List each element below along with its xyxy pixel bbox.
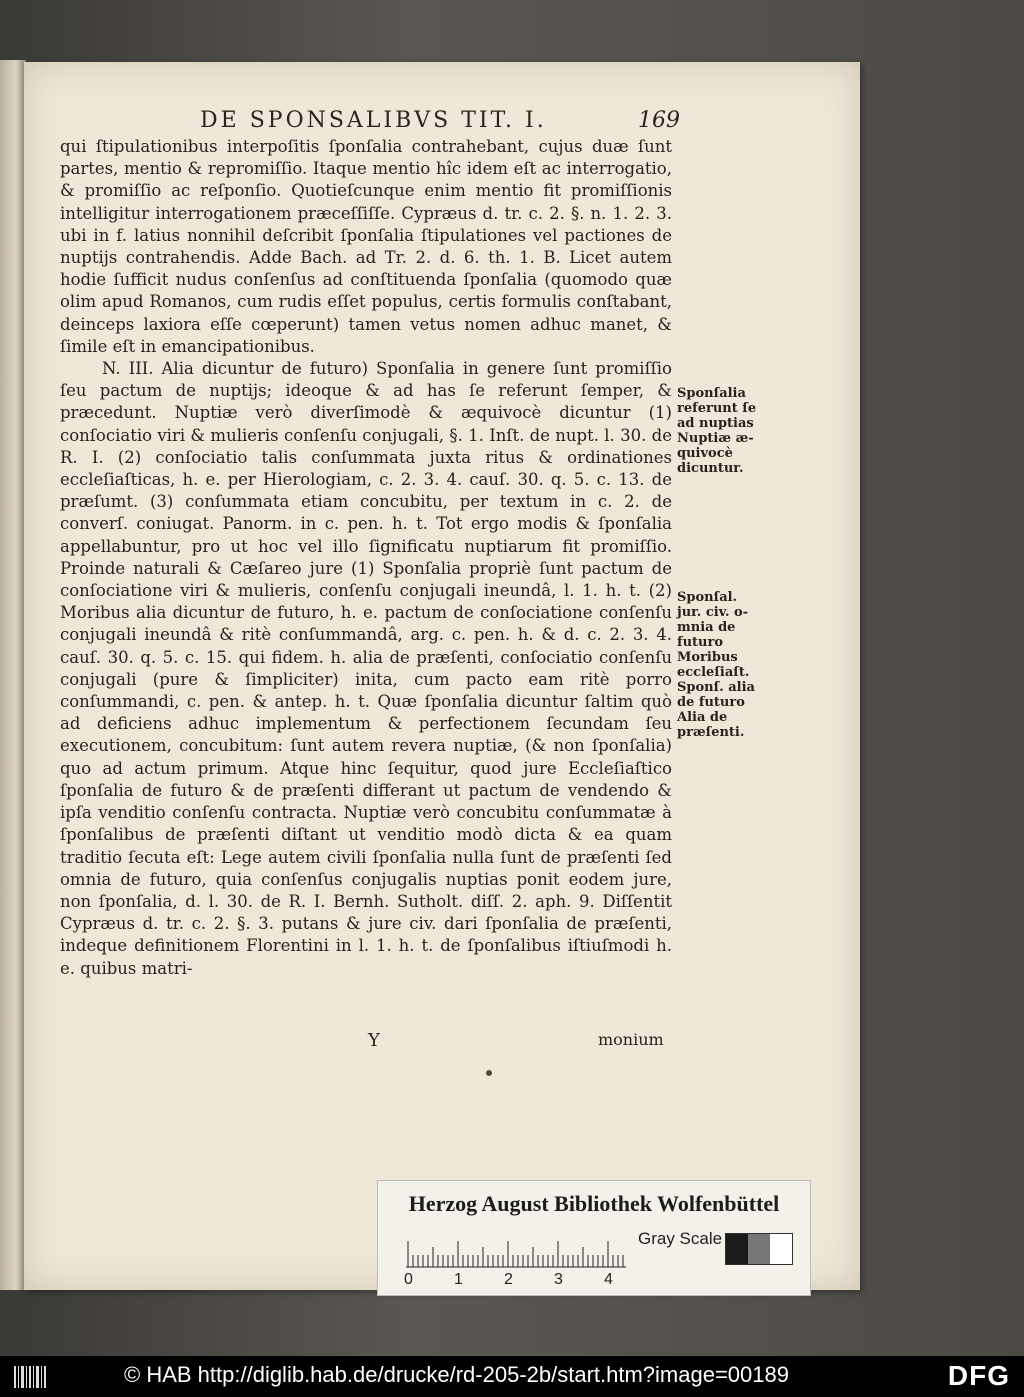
- facing-page-edge: [0, 60, 26, 1290]
- viewer-footer: [0, 1356, 1024, 1397]
- margin-note-2: [677, 590, 755, 740]
- library-color-card: [377, 1180, 811, 1296]
- gray-scale-swatch: [725, 1233, 793, 1265]
- margin-note-line: Moribus: [677, 650, 738, 665]
- gray-swatch-white: [770, 1234, 792, 1264]
- gray-scale-label: Gray Scale: [638, 1229, 723, 1248]
- ruler-label: 1: [454, 1271, 463, 1288]
- margin-note-line: jur. civ. o-: [677, 605, 749, 620]
- ruler-labels: [398, 1271, 638, 1291]
- signature-mark: Y: [368, 1030, 380, 1051]
- ruler-icon: [406, 1237, 626, 1269]
- gray-swatch-black: [726, 1234, 748, 1264]
- margin-note-line: mnia de: [677, 620, 736, 635]
- margin-note-line: referunt ſe: [677, 401, 757, 416]
- page-header: [200, 108, 680, 138]
- dfg-logo: DFG: [947, 1360, 1010, 1391]
- library-name: Herzog August Bibliothek Wolfenbüttel: [408, 1191, 780, 1216]
- ruler-label: 0: [404, 1271, 413, 1288]
- margin-note-line: ad nuptias: [677, 416, 754, 431]
- ruler-label: 2: [504, 1271, 513, 1288]
- margin-note-line: futuro: [677, 635, 724, 650]
- margin-note-line: Alia de: [677, 710, 728, 725]
- margin-note-line: Sponſ. alia: [677, 680, 755, 695]
- margin-note-line: Sponſal.: [677, 590, 738, 605]
- margin-note-line: quivocè: [677, 446, 733, 461]
- ruler-label: 4: [604, 1271, 613, 1288]
- catchword: monium: [598, 1030, 664, 1049]
- ruler-label: 3: [554, 1271, 563, 1288]
- paragraph-2: N. III. Alia dicuntur de futuro) Sponſalia in genere ſunt promiſſio ſeu pactum de nuptijs; ideoque & ad has ſe referunt ſemper, & præcedunt. Nuptiæ verò diverſimodè & æquivocè dicuntur (1) conſociatio viri & mulieris conſenſu conjugali, §. 1. Inſt. de nupt. l. 30. de R. I. (2) conſociatio talis conſummata juxta ritus & ordinationes eccleſiaſticas, h. e. per Hierologiam, c. 2. 3. 4. cauſ. 30. q. 5. c. 13. de præſumt. (3) conſummata etiam concubitu, per textum in c. 2. de converſ. coniugat. Panorm. in c. pen. h. t. Tot ergo modis & ſponſalia appellabuntur, pro ut hoc vel illo ſignificatu nuptiarum fit promiſſio. Proinde naturali & Cæſareo jure (1) Sponſalia propriè ſunt pactum de conſociatione viri & mulieris, conſenſu conjugali ineundâ, l. 1. h. t. (2) Moribus alia dicuntur de futuro, h. e. pactum de conſociatione conſenſu conjugali ineundâ & ritè conſummandâ, arg. c. pen. h. & d. c. 2. 3. 4. cauſ. 30. q. 5. c. 15. qui fidem. h. alia de præſenti, conſociatio conſenſu conjugali (pure & ſimpliciter) inita, cum pacto eam ritè porro conſummandi, c. pen. & antep. h. t. Quæ ſponſalia dicuntur ſaltim quò ad deficiens adhuc implementum & perfectionem ſecundam ſeu executionem, concubitum: ſunt autem revera nuptiæ, (& non ſponſalia) quo ad actum primum. Atque hinc ſequitur, quod jure Eccleſiaſtico ſponſalia de futuro & de præſenti differant ut pactum de vendendo & ipſa venditio conſenſu contracta. Nuptiæ verò concubitu conſummatæ à ſponſalibus de præſenti diſtant ut venditio modò dicta & ea quam traditio ſecuta eſt: Lege autem civili ſponſalia nulla ſunt de præſenti ſed omnia de futuro, quia conſenſus conjugalis nuptias ponit eodem jure, non ſponſalia, d. l. 30. de R. I. Bernh. Sutholt. diſſ. 2. aph. 9. Diſſentit Cypræus d. tr. c. 2. §. 3. putans & jure civ. dari ſponſalia de præſenti, indeque definitionem Florentini in l. 1. h. t. de ſponſalibus iſtiuſmodi h. e. quibus matri-: [60, 359, 672, 978]
- margin-note-line: præſenti.: [677, 725, 745, 740]
- paragraph-1: qui ſtipulationibus interpoſitis ſponſalia contrahebant, cujus duæ ſunt partes, mentio & repromiſſio. Itaque mentio hîc idem eſt ac interrogatio, & promiſſio ac reſponſio. Quotieſcunque enim mentio fit promiſſionis intelligitur interrogationem præceſſiſſe. Cypræus d. tr. c. 2. §. n. 1. 2. 3. ubi in f. latius nonnihil deſcribit ſponſalia ſtipulationes vel pactiones de nuptijs contrahendis. Adde Bach. ad Tr. 2. d. 6. th. 1. B. Licet autem hodie ſufficit nudus conſenſus ad conſtituenda ſponſalia (quomodo quæ olim apud Romanos, cum rudis eſſet populus, certis formulis conſtabant, deinceps laxiora eſſe cœperunt) tamen vetus nomen adhuc manet, & ſimile eſt in emancipationibus.: [60, 137, 672, 356]
- running-title: DE SPONSALIBVS TIT. I.: [200, 108, 547, 133]
- margin-note-line: dicuntur.: [677, 461, 744, 476]
- gray-swatch-mid: [748, 1234, 770, 1264]
- margin-note-1: [677, 386, 756, 476]
- margin-note-line: Sponſalia: [677, 386, 746, 401]
- margin-note-line: Nuptiæ æ-: [677, 431, 754, 446]
- barcode-icon: [14, 1366, 46, 1388]
- page-number: 169: [638, 108, 680, 133]
- ink-dot: [486, 1070, 492, 1076]
- page-body-text: [60, 136, 672, 980]
- margin-note-line: de futuro: [677, 695, 745, 710]
- margin-note-line: eccleſiaſt.: [677, 665, 750, 680]
- source-link[interactable]: © HAB http://diglib.hab.de/drucke/rd-205-2b/start.htm?image=00189: [124, 1362, 789, 1387]
